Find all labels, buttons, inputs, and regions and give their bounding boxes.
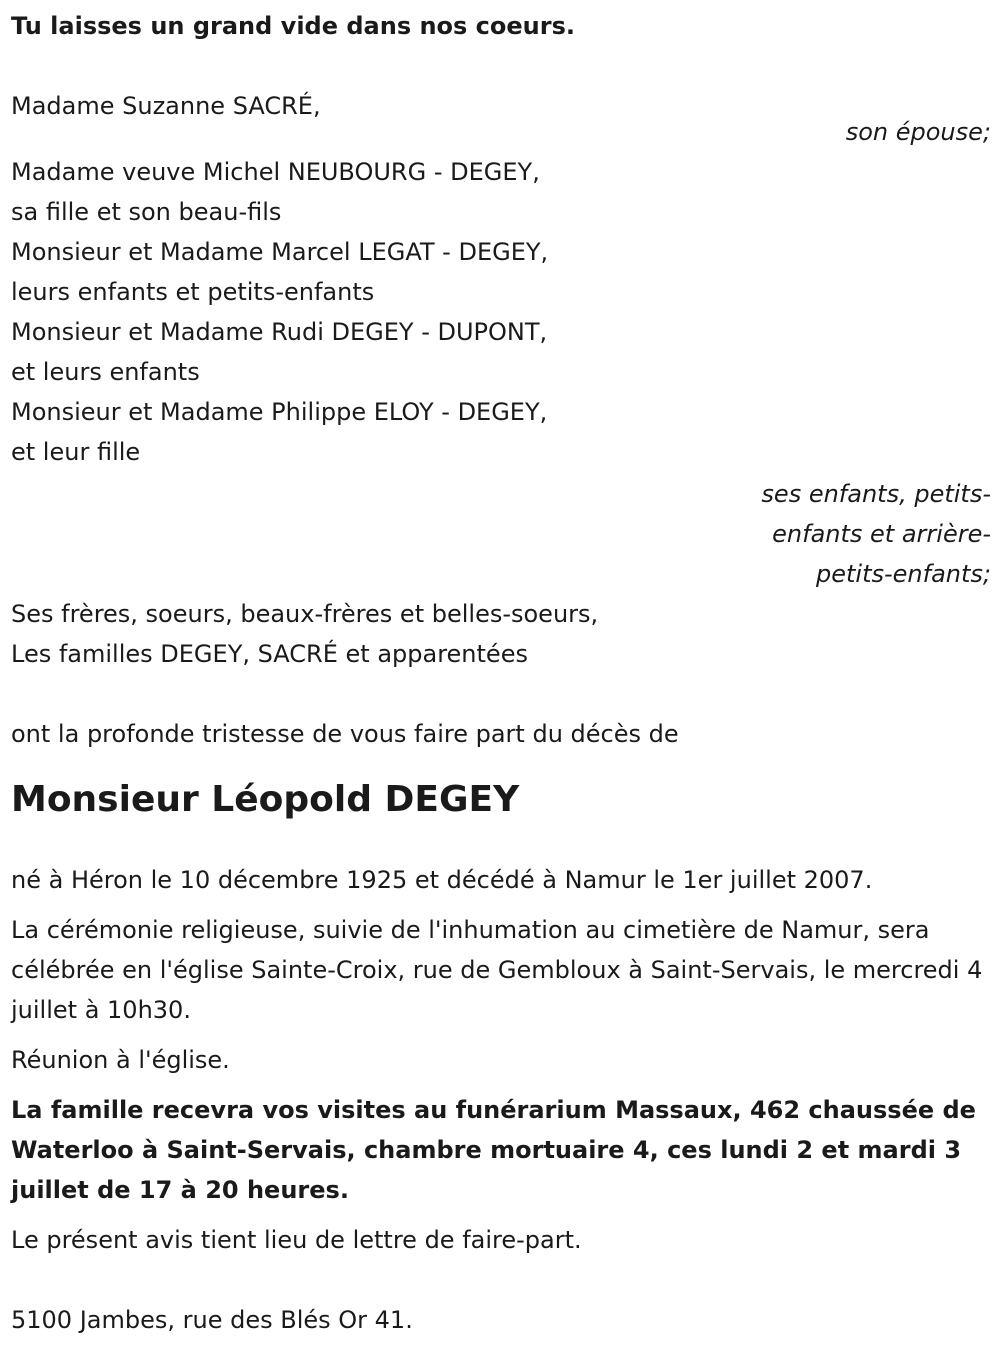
children-role-line: enfants et arrière- — [772, 520, 991, 548]
tagline: Tu laisses un grand vide dans nos coeurs. — [11, 12, 575, 40]
children-list — [11, 152, 991, 472]
family-line: Ses frères, soeurs, beaux-frères et belles-soeurs, — [11, 600, 599, 628]
obituary-notice — [11, 6, 991, 1340]
spouse-role: son épouse; — [845, 118, 991, 146]
children-line: Monsieur et Madame Marcel LEGAT - DEGEY, — [11, 238, 549, 266]
family-line: Les familles DEGEY, SACRÉ et apparentées — [11, 640, 528, 668]
children-line: Madame veuve Michel NEUBOURG - DEGEY, — [11, 158, 540, 186]
deceased-name: Monsieur Léopold DEGEY — [11, 779, 520, 820]
children-line: Monsieur et Madame Rudi DEGEY - DUPONT, — [11, 318, 548, 346]
visits: La famille recevra vos visites au funérarium Massaux, 462 chaussée de Waterloo à Saint-Servais, chambre mortuaire 4, ces lundi 2 et mardi 3 juillet de 17 à 20 heures. — [11, 1096, 976, 1204]
children-line: Monsieur et Madame Philippe ELOY - DEGEY, — [11, 398, 548, 426]
birth-death: né à Héron le 10 décembre 1925 et décédé à Namur le 1er juillet 2007. — [11, 866, 873, 894]
children-line: sa fille et son beau-fils — [11, 198, 282, 226]
ceremony: La cérémonie religieuse, suivie de l'inhumation au cimetière de Namur, sera célébrée en l'église Sainte-Croix, rue de Gembloux à Saint-Servais, le mercredi 4 juillet à 10h30. — [11, 916, 983, 1024]
spouse-name: Madame Suzanne SACRÉ, — [11, 92, 321, 120]
family-list — [11, 594, 991, 674]
children-line: leurs enfants et petits-enfants — [11, 278, 375, 306]
children-role — [11, 474, 991, 594]
children-role-line: ses enfants, petits- — [761, 480, 991, 508]
address: 5100 Jambes, rue des Blés Or 41. — [11, 1306, 413, 1334]
announcement: ont la profonde tristesse de vous faire part du décès de — [11, 720, 679, 748]
children-line: et leur fille — [11, 438, 141, 466]
spacer — [11, 46, 991, 86]
notice: Le présent avis tient lieu de lettre de faire-part. — [11, 1226, 582, 1254]
children-line: et leurs enfants — [11, 358, 200, 386]
meeting: Réunion à l'église. — [11, 1046, 230, 1074]
children-role-line: petits-enfants; — [816, 560, 991, 588]
